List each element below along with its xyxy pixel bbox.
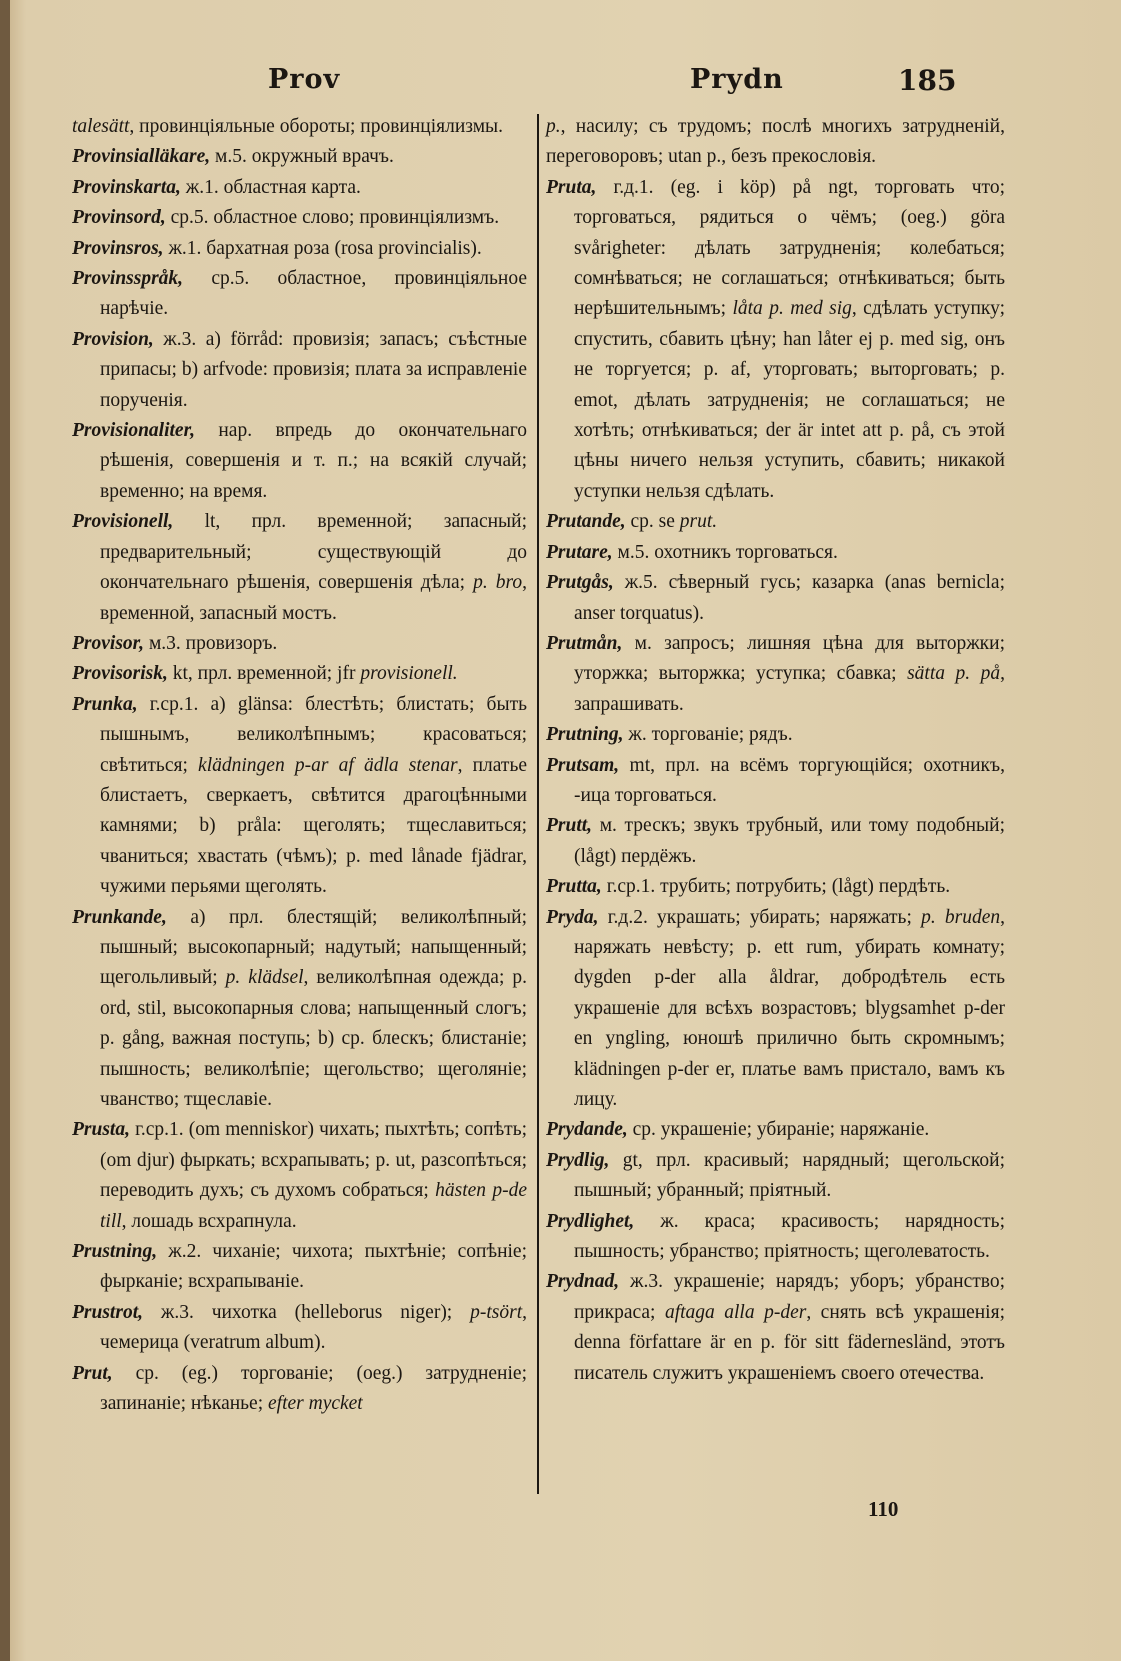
entry-definition: г.ср.1. (om menniskor) чихать; пыхтѣть; сопѣть; (om djur) фыркать; всхрапывать; p. ut, разсопѣться; переводить духъ; съ духомъ собраться; [100,1119,527,1202]
signature-mark: 110 [868,1497,899,1521]
entry-definition: ж.2. чиханіе; чихота; пыхтѣніе; сопѣніе; фырканіе; всхрапываніе. [100,1241,527,1293]
entry-headword: Prydlig, [546,1149,610,1171]
header-right-guide-word: Prydn [690,64,784,95]
entry-example: p. bro [473,572,523,594]
entry-headword: Prutmån, [546,632,623,654]
entry-continuation: , платье блистаетъ, сверкаетъ, свѣтится драгоцѣнными камнями; b) pråla: щеголять; тщеславиться; чваниться; хвастать (чѣмъ); p. med lånade fjädrar, чужими перьями щеголять. [100,754,527,898]
entry-continuation: , запрашивать. [574,663,1005,715]
entry-headword: Prustning, [72,1241,158,1263]
dictionary-entry [72,1115,527,1237]
entry-definition: нар. впредь до окончательнаго рѣшенія, совершенія и т. п.; на всякій случай; временно; на время. [100,420,527,502]
dictionary-entry [72,203,527,233]
entry-headword: Provinsspråk, [72,268,184,290]
entry-definition: ж.3. a) förråd: провизія; запасъ; съѣстные припасы; b) arfvode: провизія; плата за исправленіе порученія. [100,328,527,411]
entry-definition: г.д.2. украшать; убирать; наряжать; [598,906,922,928]
entry-continuation: , временной, запасный мостъ. [100,572,527,624]
entry-definition: ж.3. чихотка (helleborus niger); [142,1301,471,1323]
entry-example: p. klädsel [225,967,304,989]
entry-example: prut. [679,511,718,533]
dictionary-entry [546,1115,1005,1145]
entry-definition: gt, прл. красивый; нарядный; щегольской; пышный; убранный; пріятный. [574,1149,1005,1202]
entry-example: talesätt [72,116,130,137]
dictionary-entry [546,507,1005,537]
entry-example: p. [546,116,561,137]
entry-continuation: , насилу; съ трудомъ; послѣ многихъ затрудненій, переговоровъ; utan p., безъ прекословія. [546,116,1005,168]
entry-continuation: , чемерица (veratrum album). [100,1301,527,1354]
entry-headword: Prunka, [72,693,138,715]
entry-definition: м. запросъ; лишняя цѣна для выторжки; уторжка; выторжка; уступка; сбавка; [574,632,1005,685]
dictionary-entry [546,1207,1005,1268]
book-spine-edge [0,0,10,1661]
entry-definition: м.5. охотникъ торговаться. [612,541,838,563]
dictionary-entry [546,112,1005,173]
entry-headword: Provisionaliter, [72,420,195,442]
entry-headword: Provision, [72,328,154,350]
page-number: 185 [898,64,957,97]
dictionary-entry [72,507,527,629]
header-left-guide-word: Prov [268,64,341,95]
dictionary-entry [546,538,1005,568]
entry-headword: Prutta, [546,876,602,898]
entry-headword: Provinsord, [72,207,166,229]
entry-headword: Pruta, [546,176,597,198]
entry-example: sätta p. på [907,663,1001,685]
entry-headword: Prustrot, [72,1301,143,1323]
entry-example: klädningen p-ar af ädla stenar [198,754,458,776]
entry-headword: Prutt, [546,815,593,837]
entry-definition: ср.5. областное, провинціяльное нарѣчіе. [100,268,527,320]
dictionary-entry [546,1267,1005,1389]
entry-headword: Provinsros, [72,237,164,259]
dictionary-entry [72,1298,527,1359]
dictionary-entry [72,264,527,325]
dictionary-entry [72,142,527,172]
entry-definition: м.5. окружный врачъ. [210,146,394,168]
dictionary-entry [72,416,527,507]
entry-example: aftaga alla p-der [664,1301,807,1323]
entry-example: hästen p-de till [100,1180,527,1232]
dictionary-entry [546,720,1005,750]
entry-definition: г.ср.1. трубить; потрубить; (lågt) пердѣть. [601,876,951,898]
entry-definition: ж.5. сѣверный гусь; казарка (anas bernicla; anser torquatus). [574,572,1005,624]
left-column [72,112,527,1419]
dictionary-entry [72,173,527,203]
entry-definition: a) прл. блестящій; великолѣпный; пышный; высокопарный; надутый; напыщенный; щегольливый; [100,906,527,989]
dictionary-entry [72,1237,527,1298]
entry-definition: ср. украшеніе; убираніе; наряжаніе. [627,1119,930,1141]
entry-headword: Provisorisk, [72,663,168,685]
entry-continuation: , наряжать невѣсту; p. ett rum, убирать комнату; dygden p-der alla åldrar, добродѣтель есть украшеніе для всѣхъ возрастовъ; blygsamhet p-der en yngling, юношѣ прилично быть скромнымъ; klädningen p-der er, платье вамъ пристало, вамъ къ лицу. [574,906,1005,1110]
entry-example: p. bruden [921,906,1001,928]
entry-definition: ж. торгованіе; рядъ. [623,724,793,746]
entry-example: låta p. med sig [732,298,852,320]
right-column [546,112,1005,1389]
entry-continuation: , великолѣпная одежда; p. ord, stil, высокопарныя слова; напыщенный слогъ; p. gång, важная поступь; b) ср. блескъ; блистаніе; пышность; великолѣпіе; щегольство; щеголяніе; чванство; тщеславіе. [100,967,528,1110]
dictionary-entry [72,629,527,659]
dictionary-entry [546,568,1005,629]
entry-continuation: , провинціяльные обороты; провинціялизмы. [129,116,504,137]
entry-definition: ж.3. украшеніе; нарядъ; уборъ; убранство; прикраса; [574,1271,1005,1323]
entry-definition: г.ср.1. a) glänsa: блестѣть; блистать; быть пышнымъ, великолѣпнымъ; красоваться; свѣтиться; [100,693,527,776]
entry-headword: Prydlighet, [546,1210,635,1232]
dictionary-entry [546,811,1005,872]
dictionary-entry [72,1359,527,1420]
entry-headword: Provinskarta, [72,176,181,198]
entry-headword: Prut, [72,1362,113,1384]
dictionary-entry [72,234,527,264]
page-header [0,64,1121,104]
entry-headword: Provisionell, [72,511,174,533]
entry-headword: Prutare, [546,541,613,563]
entry-definition: kt, прл. временной; jfr [167,663,361,685]
entry-headword: Prunkande, [72,906,167,928]
entry-definition: г.д.1. (eg. i köp) på ngt, торговать что; торговаться, рядиться о чёмъ; (oeg.) göra svårigheter: дѣлать затрудненія; колебаться; сомнѣваться; не соглашаться; отнѣкиваться; быть нерѣшительнымъ; [574,176,1005,320]
entry-definition: ж. краса; красивость; нарядность; пышность; убранство; пріятность; щеголеватость. [574,1210,1005,1263]
entry-continuation: , сдѣлать уступку; спустить, сбавить цѣну; han låter ej p. med sig, онъ не торгуется; p. af, уторговать; выторговать; p. emot, дѣлать затрудненія; не соглашаться; не хотѣть; отнѣкиваться; der är intet att p. på, съ этой цѣны ничего нельзя уступить, сбавить; никакой уступки нельзя сдѣлать. [574,298,1005,502]
entry-headword: Pryda, [546,906,599,928]
entry-headword: Prusta, [72,1119,130,1141]
dictionary-entry [72,325,527,416]
entry-definition: м. трескъ; звукъ трубный, или тому подобный; (lågt) пердёжъ. [574,815,1005,867]
entry-definition: mt, прл. на всёмъ торгующійся; охотникъ, -ица торговаться. [574,754,1005,806]
entry-headword: Provisor, [72,632,145,654]
entry-headword: Prydande, [546,1119,628,1141]
dictionary-entry [546,872,1005,902]
entry-definition: ср. (eg.) торгованіе; (oeg.) затрудненіе; запинаніе; нѣканье; [100,1362,527,1415]
dictionary-entry [72,903,527,1116]
entry-definition: ж.1. бархатная роза (rosa provincialis). [163,237,482,259]
dictionary-entry [72,690,527,903]
dictionary-entry [546,173,1005,507]
entry-definition: м.3. провизоръ. [144,632,278,654]
dictionary-entry [546,751,1005,812]
entry-example: efter mycket [268,1393,363,1415]
dictionary-entry [546,629,1005,720]
entry-definition: ср. se [625,511,680,533]
entry-headword: Prydnad, [546,1271,620,1293]
entry-example: provisionell. [360,663,458,685]
dictionary-entry [72,112,527,142]
entry-example: p-tsört [470,1301,523,1323]
entry-headword: Prutsam, [546,754,620,776]
entry-headword: Provinsialläkare, [72,146,211,168]
entry-headword: Prutande, [546,511,626,533]
entry-definition: ср.5. областное слово; провинціялизмъ. [165,207,500,229]
entry-definition: ж.1. областная карта. [180,176,361,198]
dictionary-entry [546,1146,1005,1207]
entry-headword: Prutning, [546,724,624,746]
entry-headword: Prutgås, [546,572,614,594]
entry-continuation: , лошадь всхрапнула. [121,1210,297,1232]
dictionary-entry [546,903,1005,1116]
column-divider [537,114,539,1494]
dictionary-entry [72,659,527,689]
entry-definition: lt, прл. временной; запасный; предварительный; существующій до окончательнаго рѣшенія, совершенія дѣла; [100,511,527,594]
entry-continuation: , снять всѣ украшенія; denna författare är en p. för sitt fädernesländ, этотъ писатель служитъ украшеніемъ своего отечества. [574,1301,1005,1384]
